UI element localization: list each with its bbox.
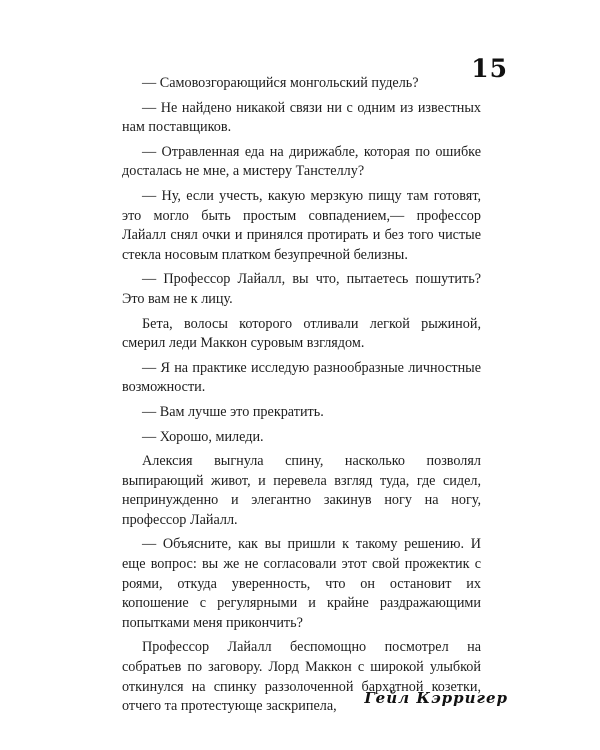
paragraph: — Отравленная еда на дирижабле, которая по ошибке досталась не мне, а мистеру Танстеллу? bbox=[122, 143, 481, 180]
paragraph: Бета, волосы которого отливали легкой рыжиной, смерил леди Маккон суровым взглядом. bbox=[122, 315, 481, 352]
paragraph: Профессор Лайалл беспомощно посмотрел на собратьев по заговору. Лорд Маккон с широкой улыбкой откинулся на спинку раззолоченной бархатной козетки, отчего та протестующе заскрипела, bbox=[122, 639, 481, 715]
paragraph: — Не найдено никакой связи ни с одним из известных нам поставщиков. bbox=[122, 99, 481, 136]
paragraph: — Я на практике исследую разнообразные личностные возможности. bbox=[122, 359, 481, 396]
body-text bbox=[122, 74, 481, 722]
paragraph: — Вам лучше это прекратить. bbox=[142, 403, 324, 420]
page-number: 15 bbox=[471, 54, 508, 83]
author-footer: Гейл Кэрригер bbox=[364, 689, 508, 707]
paragraph: Алексия выгнула спину, насколько позволял выпирающий живот, и перевела взгляд туда, где сидел, непринужденно и элегантно закинув ногу на ногу, профессор Лайалл. bbox=[122, 453, 481, 528]
paragraph: — Хорошо, миледи. bbox=[142, 428, 264, 445]
paragraph: — Ну, если учесть, какую мерзкую пищу там готовят, это могло быть простым совпадением,— профессор Лайалл снял очки и принялся протирать и без того чистые стекла носовым платком безупречной белизны. bbox=[122, 187, 481, 263]
paragraph: — Самовозгорающийся монгольский пудель? bbox=[142, 75, 419, 91]
paragraph: — Объясните, как вы пришли к такому решению. И еще вопрос: вы же не согласовали этот свой прожектик с роями, откуда уверенность, что он остановит их копошение с регулярными и крайне раздражающими попытками меня прикончить? bbox=[122, 536, 481, 631]
paragraph: — Профессор Лайалл, вы что, пытаетесь пошутить? Это вам не к лицу. bbox=[122, 271, 481, 307]
